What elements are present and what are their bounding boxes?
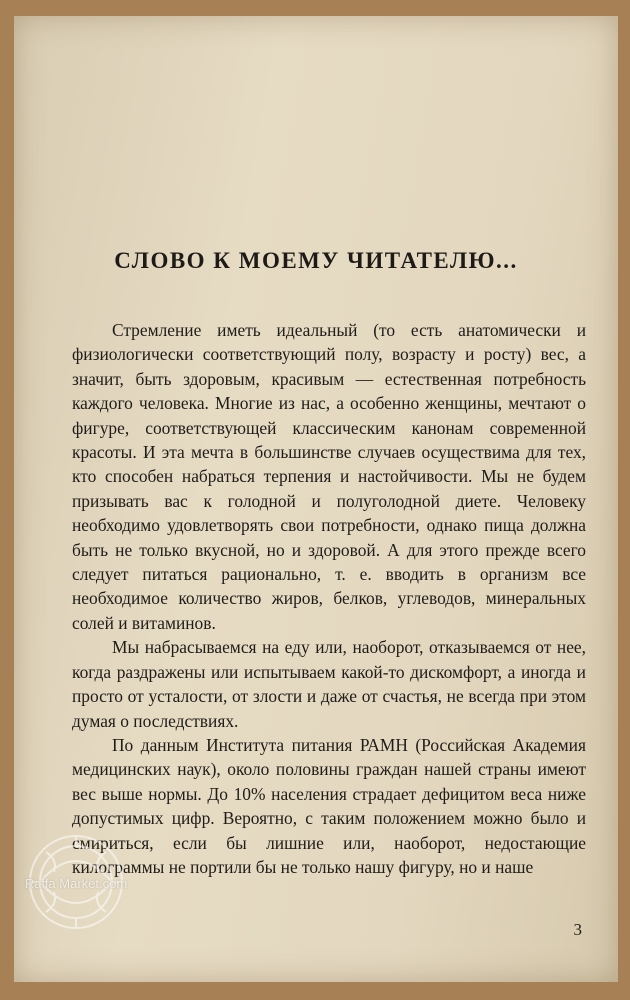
chapter-heading: СЛОВО К МОЕМУ ЧИТАТЕЛЮ...: [114, 248, 518, 273]
watermark-logo: [6, 820, 146, 950]
paragraph-1: Стремление иметь идеальный (то есть анатомически и физиологически соответствующий полу, возрасту и росту) вес, а значит, быть здоровым, красивым — естественная потребность каждого человека. Многие из нас, а особенно женщины, мечтают о фигуре, соответствующей классическим канонам современной красоты. И эта мечта в большинстве случаев осуществима для тех, кто способен набраться терпения и настойчивости. Мы не будем призывать вас к голодной и полуголодной диете. Человеку необходимо удовлетворять свои потребности, однако пища должна быть не только вкусной, но и здоровой. А для этого прежде всего следует питаться рационально, т. е. вводить в организм все необходимое количество жиров, белков, углеводов, минеральных солей и витаминов.: [72, 320, 586, 633]
paragraph-2: Мы набрасываемся на еду или, наоборот, отказываемся от нее, когда раздражены или испытываем какой-то дискомфорт, а иногда и просто от усталости, от злости и даже от счастья, не всегда при этом думая о последствиях.: [72, 637, 586, 731]
watermark-text: Raffa Market.com: [24, 876, 128, 891]
paragraph-3: По данным Института питания РАМН (Российская Академия медицинских наук), около половины граждан нашей страны имеют вес выше нормы. До 10% населения страдает дефицитом веса ниже допустимых цифр. Вероятно, с таким положением можно было и смириться, если бы лишние или, наоборот, недостающие килограммы не портили бы не только нашу фигуру, но и наше: [72, 734, 586, 877]
body-text: [72, 318, 586, 879]
page-number: 3: [573, 920, 582, 939]
